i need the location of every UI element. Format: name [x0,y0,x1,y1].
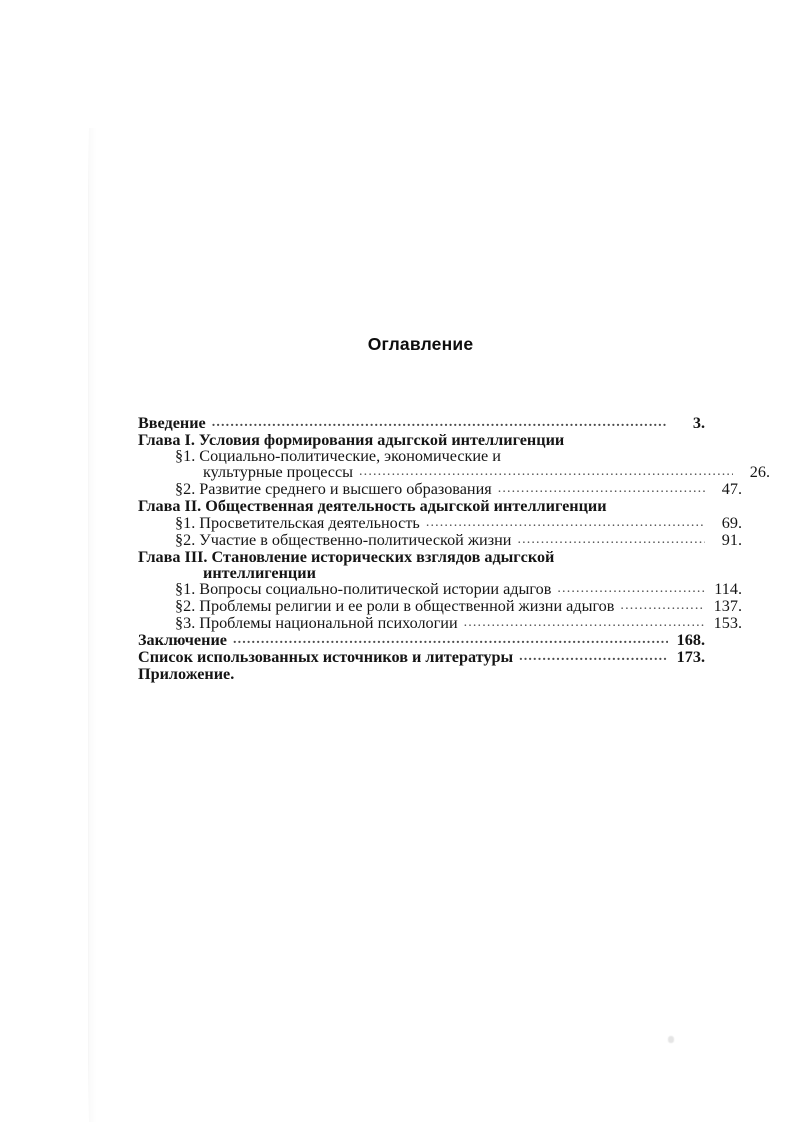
toc-page-number: 47. [721,480,742,499]
toc-entry-label: §1. Социально-политические, экономические и [175,447,501,466]
toc-entry-label: Глава II. Общественная деятельность адыгской интеллигенции [138,497,607,516]
toc-entry-label: Список использованных источников и литературы [138,648,514,667]
toc-page-number: 114. [714,580,742,599]
toc-entry-glava-2[interactable] [138,498,705,514]
toc-page-number: 91. [721,530,742,549]
toc-entry-glava-1[interactable] [138,432,705,448]
toc-entry-label: Приложение. [138,665,235,684]
toc-page-number: 69. [721,513,742,532]
toc-entry-prilozhenie[interactable] [138,666,705,682]
toc-entry-vvedenie[interactable] [138,415,705,432]
toc-entry-glava-1-par-1[interactable] [138,448,742,464]
toc-entry-label: §3. Проблемы национальной психологии [175,614,458,633]
toc-entry-label: §2. Участие в общественно-политической жизни [175,530,512,549]
toc-entry-glava-3-par-2[interactable] [138,598,742,615]
toc-leader-dots [359,465,733,479]
toc-entry-label: Введение [138,414,206,432]
toc-leader-dots [426,516,705,530]
page-edge-gradient [89,128,97,1122]
toc-entry-glava-3-par-1[interactable] [138,581,742,598]
toc-page-number: 137. [713,597,742,616]
toc-page-number: 153. [713,614,742,633]
toc-entry-glava-2-par-1[interactable] [138,515,742,532]
toc-page-number: 3. [692,414,705,432]
toc-entry-glava-1-par-2[interactable] [138,481,742,498]
toc-entry-label: §1. Просветительская деятельность [175,513,420,532]
toc-entry-label: §1. Вопросы социально-политической истории адыгов [175,580,552,599]
toc-leader-dots [517,533,705,547]
toc-entry-glava-3[interactable] [138,549,705,565]
toc-entry-glava-2-par-2[interactable] [138,532,742,549]
toc-entry-label: Глава III. Становление исторических взглядов адыгской [138,547,555,566]
toc-leader-dots [212,416,668,430]
toc-entry-zaklyuchenie[interactable] [138,632,705,649]
toc-entry-glava-3-par-3[interactable] [138,615,742,632]
toc-page-number: 173. [676,648,705,667]
toc-leader-dots [233,633,668,647]
toc-leader-dots [557,582,705,596]
toc-entry-glava-3-cont[interactable] [138,565,770,581]
toc-leader-dots [620,599,705,613]
toc-leader-dots [498,482,705,496]
toc-page-number: 168. [676,631,705,650]
toc-entry-spisok-istochnikov[interactable] [138,649,705,666]
toc-entry-glava-1-par-1-cont[interactable] [138,464,770,481]
toc-entry-label: Заключение [138,631,227,650]
toc-leader-dots [519,650,668,664]
toc-entry-label: интеллигенции [203,563,316,582]
page-title: Оглавление [367,334,474,354]
table-of-contents [138,414,770,684]
toc-leader-dots [464,616,705,630]
scan-artifact-speck [668,1036,674,1043]
toc-entry-label: §2. Развитие среднего и высшего образования [175,480,492,499]
toc-entry-label: Глава I. Условия формирования адыгской интеллигенции [138,431,565,449]
toc-entry-label: культурные процессы [203,463,354,482]
toc-entry-label: §2. Проблемы религии и ее роли в общественной жизни адыгов [175,597,615,616]
toc-page-number: 26. [749,463,770,482]
